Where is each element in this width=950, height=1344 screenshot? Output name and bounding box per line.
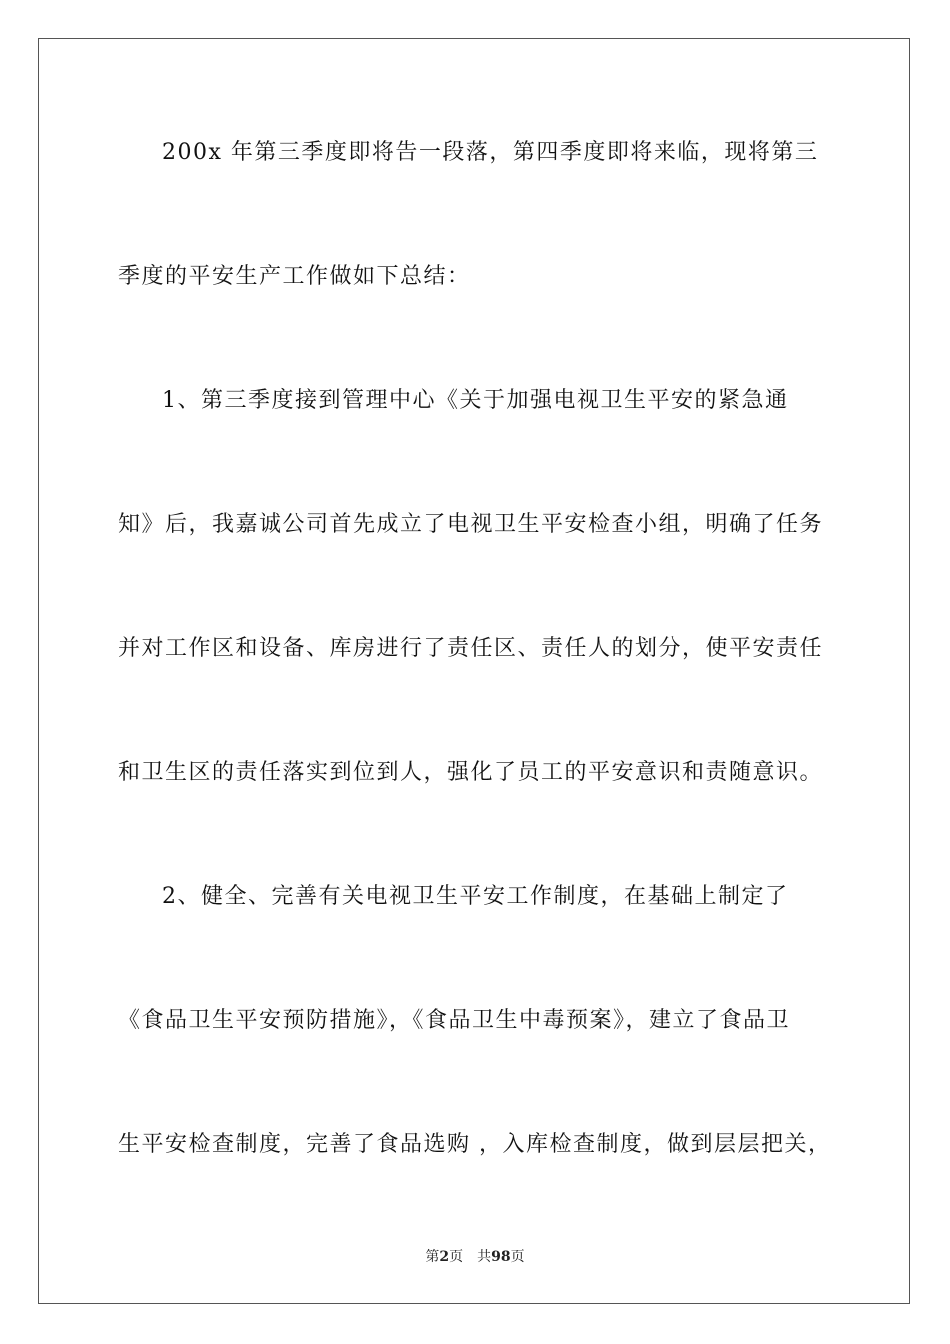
paragraph-line: 200x 年第三季度即将告一段落，第四季度即将来临，现将第三 [162, 140, 819, 165]
paragraph-line: 季度的平安生产工作做如下总结： [118, 264, 471, 289]
paragraph-line: 2、健全、完善有关电视卫生平安工作制度，在基础上制定了 [162, 884, 789, 909]
paragraph-line: 《食品卫生平安预防措施》，《食品卫生中毒预案》，建立了食品卫 [118, 1008, 791, 1033]
footer-page-suffix: 页 [449, 1249, 464, 1265]
page-border [38, 38, 910, 1304]
paragraph-line: 生平安检查制度，完善了食品选购 ，入库检查制度，做到层层把关， [118, 1132, 832, 1157]
footer-total-prefix: 共 [477, 1249, 492, 1265]
footer-page-number: 2 [439, 1249, 450, 1265]
paragraph-line: 和卫生区的责任落实到位到人，强化了员工的平安意识和责随意识。 [118, 760, 824, 785]
footer-total-pages: 98 [491, 1249, 511, 1265]
paragraph-line: 并对工作区和设备、库房进行了责任区、责任人的划分，使平安责任 [118, 636, 824, 661]
footer-page-prefix: 第 [425, 1249, 440, 1265]
page-footer [0, 1246, 950, 1266]
paragraph-line: 知》后，我嘉诚公司首先成立了电视卫生平安检查小组，明确了任务 [118, 512, 824, 537]
footer-total-suffix: 页 [510, 1249, 525, 1265]
paragraph-line: 1、第三季度接到管理中心《关于加强电视卫生平安的紧急通 [162, 388, 789, 413]
